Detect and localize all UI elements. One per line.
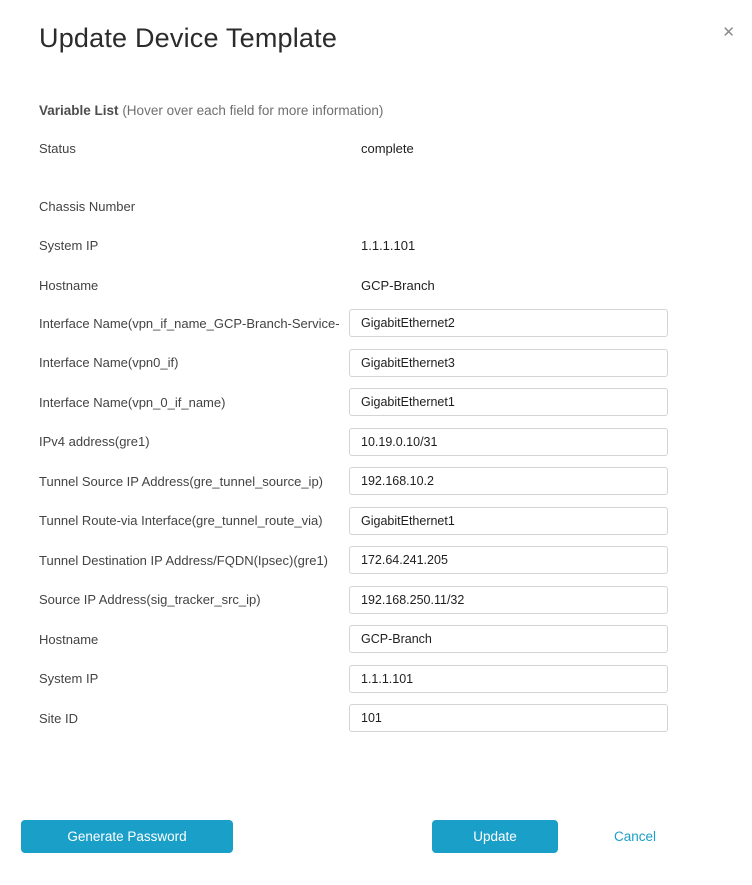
ipv4-address-gre1-label: IPv4 address(gre1) bbox=[39, 434, 150, 449]
row-tunnel-destination-ip bbox=[0, 546, 752, 574]
tunnel-destination-ip-input[interactable] bbox=[349, 546, 668, 574]
system-ip-value: 1.1.1.101 bbox=[361, 237, 416, 253]
interface-name-service-vpn-label: Interface Name(vpn_if_name_GCP-Branch-Service- bbox=[39, 315, 340, 331]
system-ip-input[interactable] bbox=[349, 665, 668, 693]
site-id-input[interactable] bbox=[349, 704, 668, 732]
row-interface-name-service-vpn bbox=[0, 309, 752, 337]
row-ipv4-address-gre1 bbox=[0, 428, 752, 456]
hostname-value: GCP-Branch bbox=[361, 277, 435, 293]
row-tunnel-route-via bbox=[0, 507, 752, 535]
status-label: Status bbox=[39, 140, 76, 156]
ipv4-address-gre1-input[interactable] bbox=[349, 428, 668, 456]
row-hostname bbox=[0, 276, 752, 294]
tunnel-route-via-label: Tunnel Route-via Interface(gre_tunnel_route_via) bbox=[39, 513, 323, 528]
row-interface-name-vpn0-if bbox=[0, 349, 752, 377]
hostname-editable-label: Hostname bbox=[39, 631, 99, 647]
update-button[interactable]: Update bbox=[432, 820, 558, 853]
interface-name-vpn-0-if-name-input[interactable] bbox=[349, 388, 668, 416]
tunnel-source-ip-input[interactable] bbox=[349, 467, 668, 495]
interface-name-vpn0-if-label: Interface Name(vpn0_if) bbox=[39, 355, 179, 370]
variable-list-hint: (Hover over each field for more information) bbox=[122, 103, 384, 118]
row-site-id bbox=[0, 704, 752, 732]
interface-name-service-vpn-input[interactable] bbox=[349, 309, 668, 337]
tunnel-route-via-input[interactable] bbox=[349, 507, 668, 535]
row-chassis-number bbox=[0, 197, 752, 215]
dialog-footer bbox=[0, 820, 752, 853]
site-id-label: Site ID bbox=[39, 710, 79, 726]
close-icon[interactable]: ✕ bbox=[722, 24, 735, 41]
generate-password-button[interactable]: Generate Password bbox=[21, 820, 233, 853]
tunnel-destination-ip-label: Tunnel Destination IP Address/FQDN(Ipsec)(gre1) bbox=[39, 552, 329, 568]
chassis-number-label: Chassis Number bbox=[39, 198, 136, 214]
hostname-input[interactable] bbox=[349, 625, 668, 653]
system-ip-editable-label: System IP bbox=[39, 671, 99, 686]
row-status bbox=[0, 139, 752, 157]
row-tunnel-source-ip bbox=[0, 467, 752, 495]
row-source-ip-tracker bbox=[0, 586, 752, 614]
tunnel-source-ip-label: Tunnel Source IP Address(gre_tunnel_source_ip) bbox=[39, 473, 324, 489]
hostname-label: Hostname bbox=[39, 277, 99, 293]
row-system-ip bbox=[0, 236, 752, 254]
variable-list-label: Variable List bbox=[39, 103, 119, 118]
row-system-ip-editable bbox=[0, 665, 752, 693]
dialog-title: Update Device Template bbox=[39, 23, 338, 53]
row-hostname-editable bbox=[0, 625, 752, 653]
source-ip-tracker-label: Source IP Address(sig_tracker_src_ip) bbox=[39, 592, 261, 607]
cancel-link[interactable]: Cancel bbox=[614, 829, 657, 844]
source-ip-tracker-input[interactable] bbox=[349, 586, 668, 614]
status-value: complete bbox=[361, 140, 414, 156]
row-interface-name-vpn-0-if-name bbox=[0, 388, 752, 416]
interface-name-vpn0-if-input[interactable] bbox=[349, 349, 668, 377]
variable-list-heading bbox=[39, 103, 752, 119]
interface-name-vpn-0-if-name-label: Interface Name(vpn_0_if_name) bbox=[39, 394, 226, 410]
system-ip-label: System IP bbox=[39, 237, 99, 253]
